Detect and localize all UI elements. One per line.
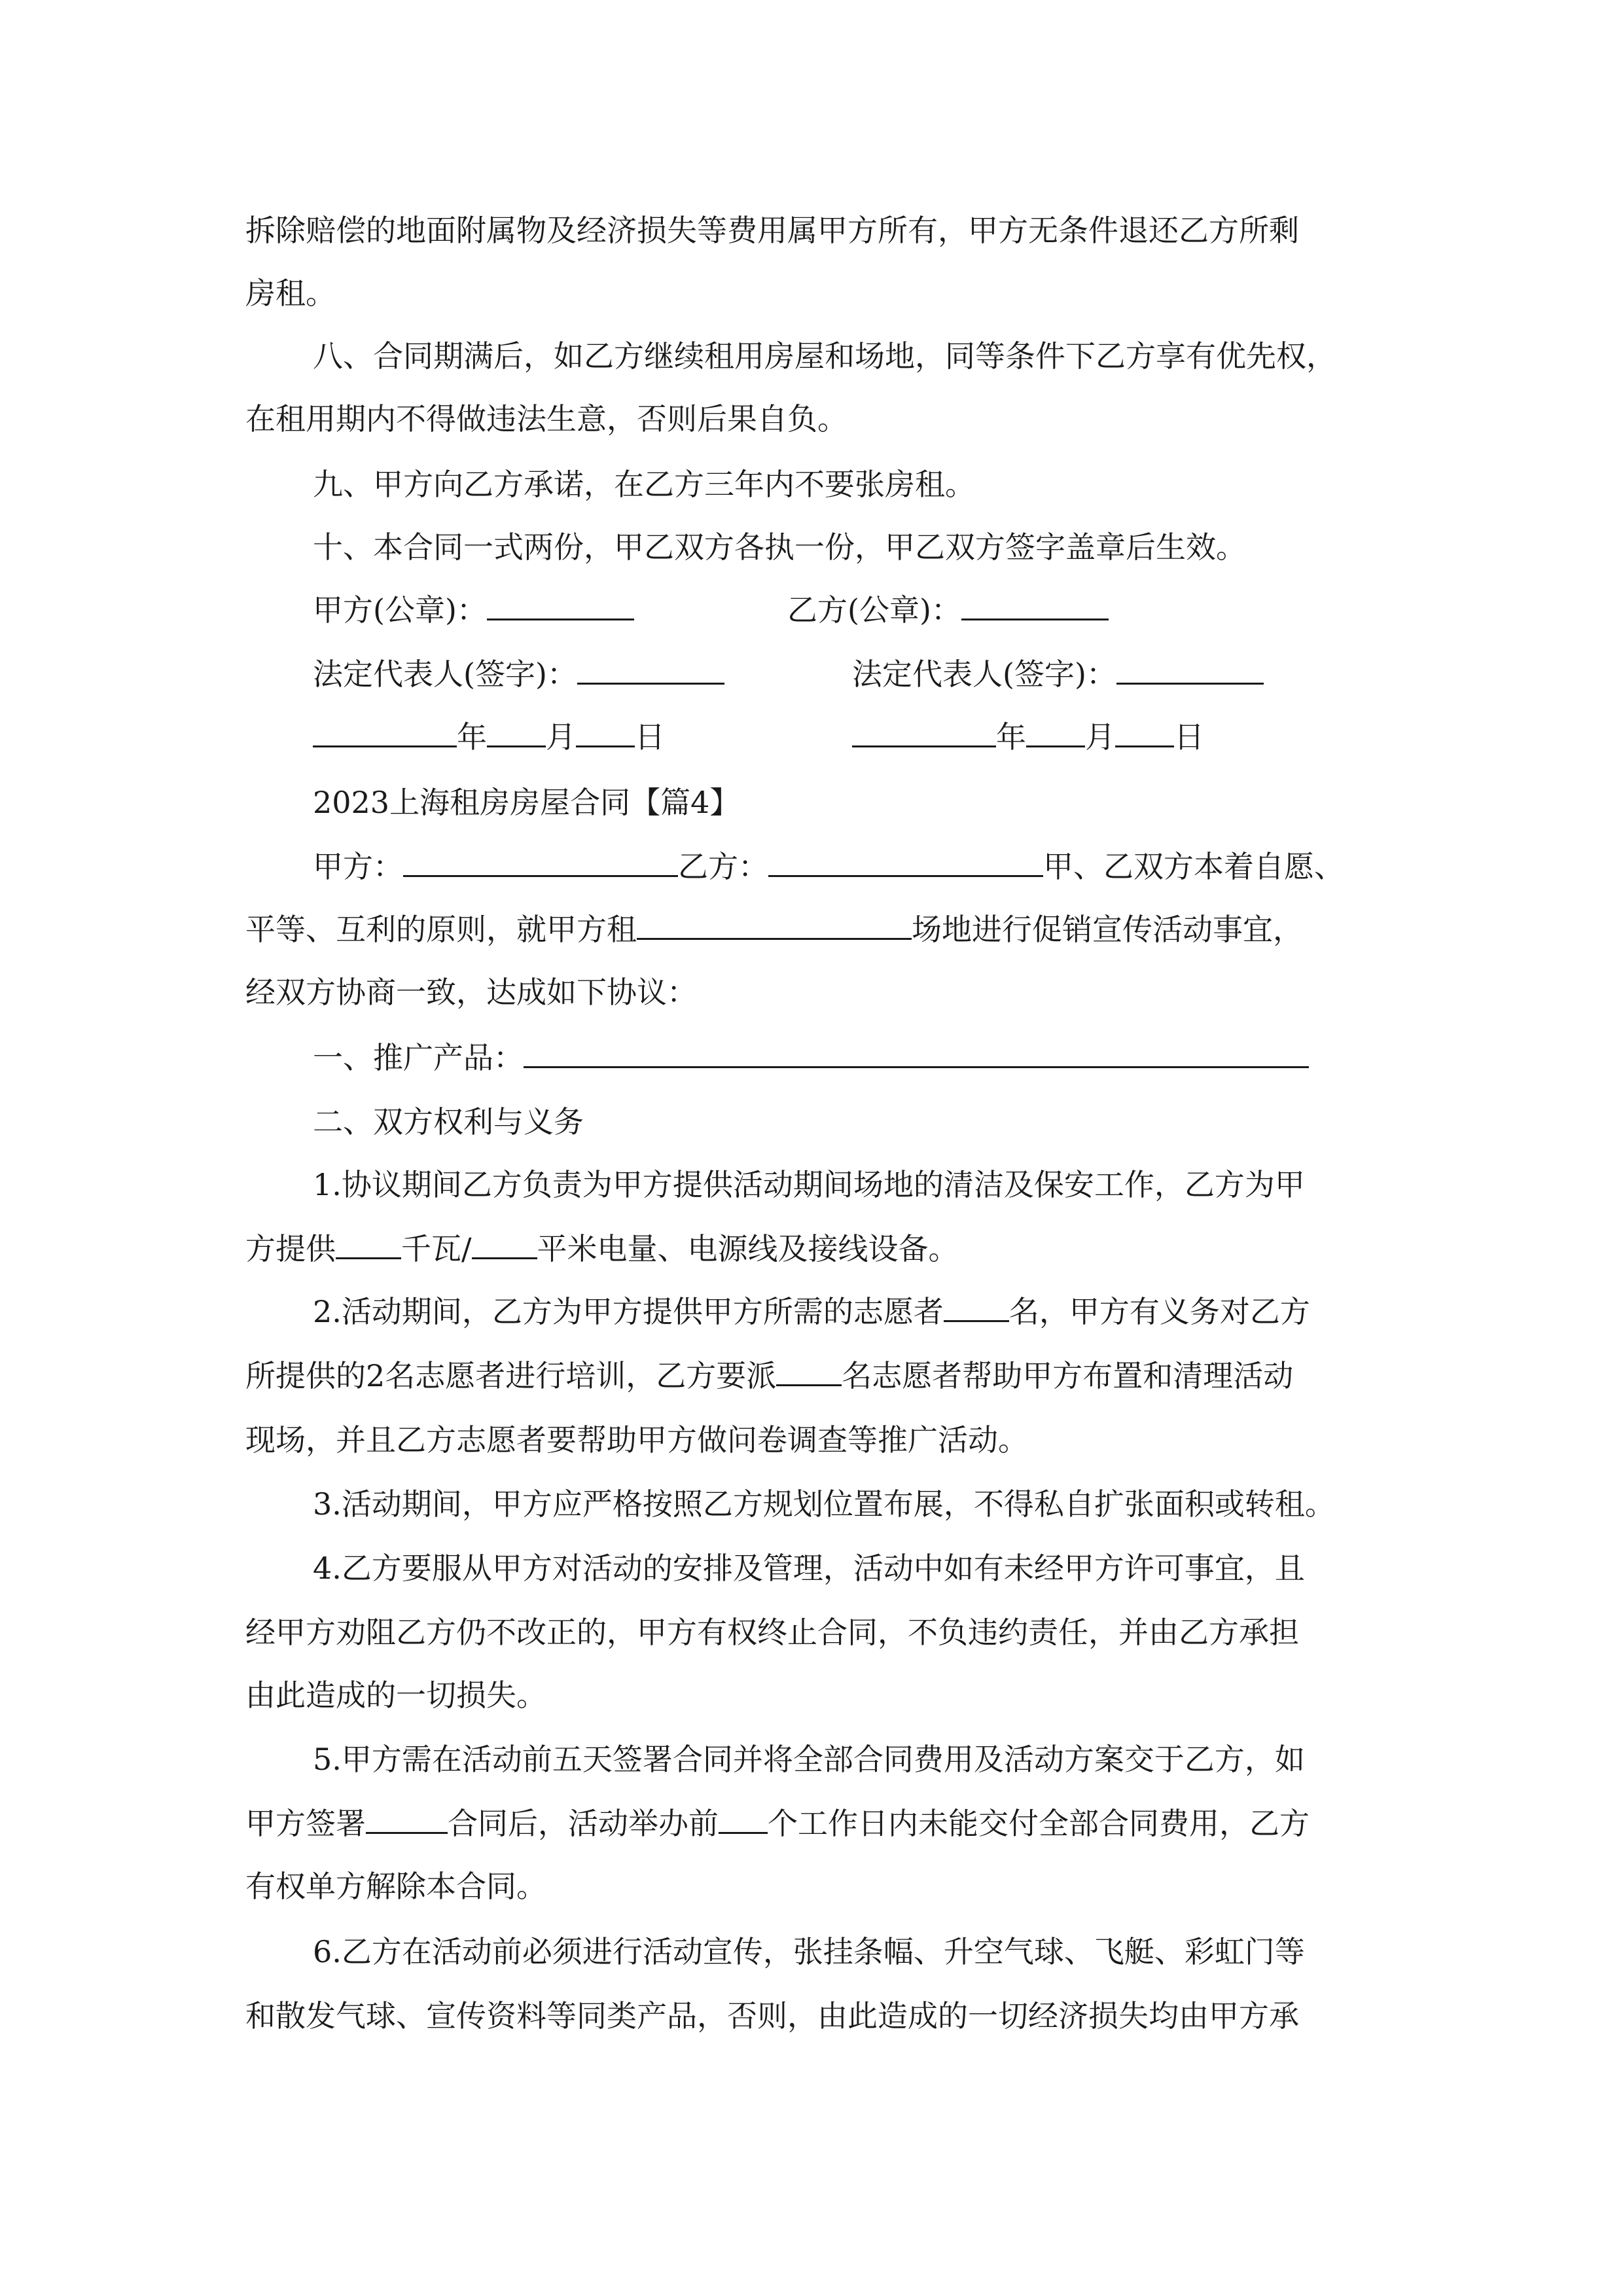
party-b-seal-label: 乙方(公章)： xyxy=(787,592,961,628)
text-line: 经双方协商一致，达成如下协议： xyxy=(245,975,697,1010)
text-line: 房租。 xyxy=(245,276,336,311)
text-line xyxy=(245,1356,1293,1395)
month-label: 月 xyxy=(1085,719,1115,755)
year-blank xyxy=(313,719,457,747)
text-line: 十、本合同一式两份，甲乙双方各执一份，甲乙双方签字盖章后生效。 xyxy=(313,529,1246,565)
text-fragment: 方提供 xyxy=(245,1231,336,1266)
volunteers-blank xyxy=(944,1294,1009,1322)
product-label: 一、推广产品： xyxy=(313,1040,524,1075)
text-line: 4.乙方要服从甲方对活动的安排及管理，活动中如有未经甲方许可事宜，且 xyxy=(313,1551,1305,1586)
text-line: 由此造成的一切损失。 xyxy=(245,1677,546,1713)
text-line: 在租用期内不得做违法生意，否则后果自负。 xyxy=(245,401,847,437)
volunteers-blank xyxy=(776,1358,842,1386)
day-label: 日 xyxy=(1174,719,1204,755)
parties-line xyxy=(313,847,1344,886)
year-blank xyxy=(852,719,996,747)
year-label: 年 xyxy=(457,719,487,755)
party-b-date-line xyxy=(852,717,1204,757)
party-b-seal-line xyxy=(787,590,1109,630)
text-line: 拆除赔偿的地面附属物及经济损失等费用属甲方所有，甲方无条件退还乙方所剩 xyxy=(245,213,1299,248)
text-line: 九、甲方向乙方承诺，在乙方三年内不要张房租。 xyxy=(313,467,975,502)
text-fragment: 甲、乙双方本着自愿、 xyxy=(1043,849,1344,884)
text-line xyxy=(245,1229,959,1268)
kw-blank xyxy=(336,1231,401,1259)
product-blank xyxy=(524,1040,1309,1068)
text-line: 经甲方劝阻乙方仍不改正的，甲方有权终止合同，不负违约责任，并由乙方承担 xyxy=(245,1615,1299,1650)
party-a-date-line xyxy=(313,717,665,757)
day-blank xyxy=(1115,719,1174,747)
text-line: 3.活动期间，甲方应严格按照乙方规划位置布展，不得私自扩张面积或转租。 xyxy=(313,1486,1335,1522)
text-fragment: 甲方签署 xyxy=(245,1806,366,1841)
party-b-rep-line xyxy=(852,655,1264,694)
party-a-seal-blank xyxy=(487,592,634,620)
party-b-seal-blank xyxy=(961,592,1109,620)
text-fragment: 场地进行促销宣传活动事宜， xyxy=(912,912,1303,947)
text-fragment: 个工作日内未能交付全部合同费用，乙方 xyxy=(768,1806,1310,1841)
party-b-rep-blank xyxy=(1116,656,1264,685)
party-a-rep-blank xyxy=(577,656,724,685)
sqm-blank xyxy=(472,1231,537,1259)
text-fragment: 名志愿者帮助甲方布置和清理活动 xyxy=(842,1358,1294,1393)
month-blank xyxy=(487,719,546,747)
product-line xyxy=(313,1038,1309,1077)
text-line: 现场，并且乙方志愿者要帮助甲方做问卷调查等推广活动。 xyxy=(245,1422,1028,1458)
day-blank xyxy=(576,719,635,747)
text-fragment: 合同后，活动举办前 xyxy=(448,1806,719,1841)
party-b-rep-label: 法定代表人(签字)： xyxy=(852,656,1116,692)
text-line: 1.协议期间乙方负责为甲方提供活动期间场地的清洁及保安工作，乙方为甲 xyxy=(313,1167,1305,1202)
venue-blank xyxy=(637,912,912,940)
text-line: 和散发气球、宣传资料等同类产品，否则，由此造成的一切经济损失均由甲方承 xyxy=(245,1998,1299,2034)
sign-blank xyxy=(366,1806,448,1834)
party-a-seal-label: 甲方(公章)： xyxy=(313,592,487,628)
party-b-label: 乙方： xyxy=(678,849,768,884)
month-blank xyxy=(1026,719,1085,747)
text-fragment: 平米电量、电源线及接线设备。 xyxy=(537,1231,959,1266)
days-blank xyxy=(719,1806,768,1834)
text-line xyxy=(245,910,1303,949)
text-line: 八、合同期满后，如乙方继续租用房屋和场地，同等条件下乙方享有优先权， xyxy=(313,338,1336,374)
day-label: 日 xyxy=(635,719,665,755)
party-a-label: 甲方： xyxy=(313,849,403,884)
year-label: 年 xyxy=(996,719,1026,755)
text-line xyxy=(245,1804,1310,1843)
text-fragment: 名，甲方有义务对乙方 xyxy=(1008,1294,1310,1329)
text-line: 5.甲方需在活动前五天签署合同并将全部合同费用及活动方案交于乙方，如 xyxy=(313,1742,1305,1777)
text-line: 二、双方权利与义务 xyxy=(313,1104,584,1139)
party-a-rep-label: 法定代表人(签字)： xyxy=(313,656,577,692)
month-label: 月 xyxy=(546,719,576,755)
party-b-blank xyxy=(768,849,1043,877)
text-line xyxy=(313,1292,1310,1331)
party-a-rep-line xyxy=(313,655,724,694)
text-fragment: 所提供的2名志愿者进行培训，乙方要派 xyxy=(245,1358,777,1393)
text-fragment: 千瓦/ xyxy=(401,1231,472,1266)
text-fragment: 平等、互利的原则，就甲方租 xyxy=(245,912,637,947)
party-a-seal-line xyxy=(313,590,634,630)
party-a-blank xyxy=(403,849,678,877)
text-line: 有权单方解除本合同。 xyxy=(245,1869,546,1904)
section-heading: 2023上海租房房屋合同【篇4】 xyxy=(313,785,740,820)
text-fragment: 2.活动期间，乙方为甲方提供甲方所需的志愿者 xyxy=(313,1294,944,1329)
text-line: 6.乙方在活动前必须进行活动宣传，张挂条幅、升空气球、飞艇、彩虹门等 xyxy=(313,1934,1305,1969)
